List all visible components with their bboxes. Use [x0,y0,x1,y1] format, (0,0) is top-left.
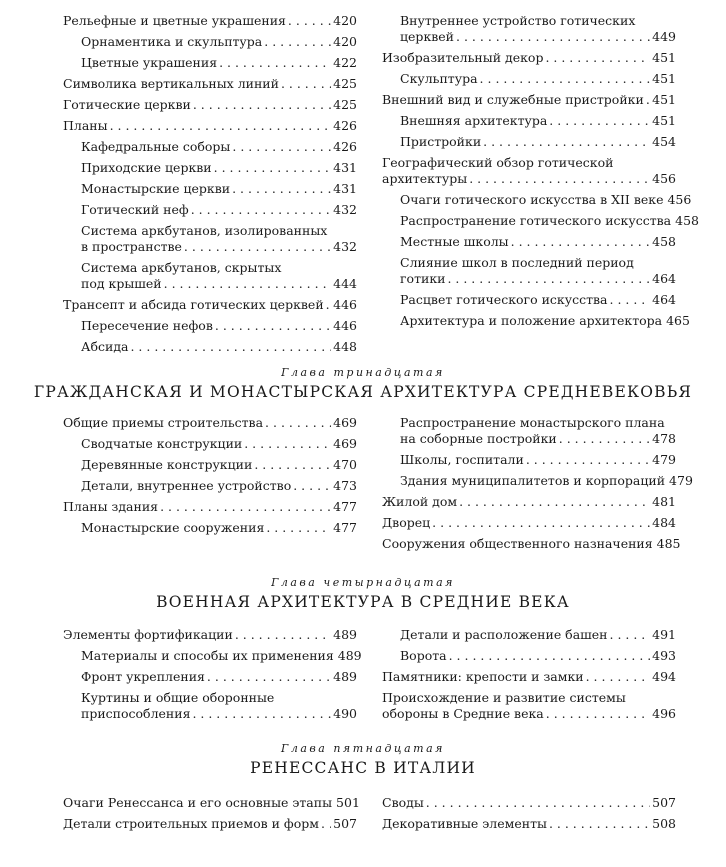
toc-entry [63,318,357,334]
toc-entry-title: Очаги Ренессанса и его основные этапы [63,795,333,810]
toc-entry-title: Планы [63,118,108,133]
toc-entry-page: 458 [652,234,676,249]
toc-entry-title: Жилой дом [382,494,458,509]
toc-entry-title: Монастырские церкви [81,181,231,196]
toc-entry-page: 451 [652,92,676,107]
toc-entry [382,795,676,811]
toc-entry-title: Общие приемы строительства [63,415,264,430]
dot-leader [207,669,331,685]
dot-leader [215,318,331,334]
toc-entry-page: 496 [652,706,676,721]
dot-leader [646,92,650,108]
dot-leader [110,118,332,134]
toc-entry [382,415,676,447]
dot-leader [232,181,331,197]
toc-entry [382,669,676,685]
toc-entry-title: Дворец [382,515,431,530]
chapter-label: Глава пятнадцатая [281,742,445,755]
dot-leader [483,134,650,150]
toc-entry [63,478,357,494]
toc-entry-title: Своды [382,795,424,810]
toc-entry [63,669,357,685]
toc-entry-title: Местные школы [400,234,509,249]
toc-entry-page: 478 [652,431,676,446]
toc-entry-title-line: Система аркбутанов, изолированных [81,223,328,238]
toc-entry [382,648,676,664]
dot-leader [456,29,650,45]
toc-entry-title-line: Куртины и общие оборонные [81,690,275,705]
dot-leader [586,669,651,685]
dot-leader [164,276,332,292]
toc-entry-title: Изобразительный декор [382,50,544,65]
toc-entry-page: 465 [666,313,690,328]
toc-entry [382,494,676,510]
toc-entry-page: 508 [652,816,676,831]
toc-entry [63,13,357,29]
toc-column-left [63,627,362,727]
toc-entry-page: 494 [652,669,676,684]
toc-entry-title: обороны в Средние века [382,706,544,721]
toc-entry-page: 451 [652,71,676,86]
toc-entry [63,223,357,255]
toc-entry-title: архитектуры [382,171,468,186]
toc-entry [63,118,357,134]
toc-entry-title: в пространстве [81,239,182,254]
toc-entry-page: 448 [333,339,357,354]
toc-entry-page: 484 [652,515,676,530]
toc-entry [382,155,676,187]
chapter-15-heading [0,742,726,777]
toc-entry-page: 491 [652,627,676,642]
dot-leader [130,339,331,355]
toc-entry [63,816,357,832]
toc-entry-title: Детали, внутреннее устройство [81,478,292,493]
dot-leader [526,452,650,468]
dot-leader [184,239,331,255]
dot-leader [480,71,651,87]
toc-entry-title-line: Система аркбутанов, скрытых [81,260,282,275]
dot-leader [545,50,650,66]
toc-entry-page: 446 [333,297,357,312]
toc-entry [63,415,357,431]
toc-entry-title: Планы здания [63,499,159,514]
toc-column-right [382,13,699,334]
toc-entry [382,627,676,643]
dot-leader [281,76,331,92]
toc-entry-title-line: Слияние школ в последний период [400,255,634,270]
chapter-label: Глава тринадцатая [281,366,445,379]
toc-entry-page: 469 [333,415,357,430]
toc-column-left [63,795,360,837]
toc-entry-title-line: Происхождение и развитие системы [382,690,626,705]
dot-leader [265,415,331,431]
toc-entry-page: 446 [333,318,357,333]
dot-leader [549,113,650,129]
chapter-13-heading [0,366,726,401]
toc-entry-title: Готический неф [81,202,189,217]
toc-entry-page: 473 [333,478,357,493]
toc-column-right [382,415,693,557]
toc-entry-page: 431 [333,160,357,175]
toc-entry-page: 425 [333,76,357,91]
toc-entry-title: Сводчатые конструкции [81,436,243,451]
toc-entry-page: 454 [652,134,676,149]
toc-entry-page: 489 [337,648,362,663]
dot-leader [244,436,331,452]
toc-entry-title: Трансепт и абсида готических церквей [63,297,324,312]
toc-entry-page: 444 [333,276,357,291]
dot-leader [511,234,651,250]
toc-entry-title: Деревянные конструкции [81,457,253,472]
toc-entry-page: 422 [333,55,357,70]
toc-entry [382,50,676,66]
toc-entry [63,55,357,71]
toc-entry [382,536,681,552]
toc-entry [63,339,357,355]
toc-entry-title: Сооружения общественного назначения [382,536,653,551]
chapter-title: ВОЕННАЯ АРХИТЕКТУРА В СРЕДНИЕ ВЕКА [156,593,570,611]
dot-leader [214,160,332,176]
dot-leader [219,55,331,71]
dot-leader [266,520,331,536]
dot-leader [232,139,331,155]
toc-entry-title: Детали и расположение башен [400,627,608,642]
chapter-14-heading [0,576,726,611]
toc-entry-title-line: Распространение монастырского плана [400,415,665,430]
toc-entry-title: Фронт укрепления [81,669,205,684]
toc-entry [63,181,357,197]
toc-entry-page: 456 [667,192,692,207]
toc-entry-title: Очаги готического искусства в XII веке [400,192,664,207]
toc-entry [382,452,676,468]
toc-entry [63,499,357,515]
toc-entry-title: Ворота [400,648,447,663]
toc-entry-page: 469 [333,436,357,451]
dot-leader [426,795,650,811]
toc-entry-page: 425 [333,97,357,112]
dot-leader [193,97,331,113]
toc-entry [382,292,676,308]
toc-entry-page: 477 [333,520,357,535]
toc-entry-title: Здания муниципалитетов и корпораций [400,473,666,488]
toc-column-right [382,795,676,837]
toc-entry-title: Символика вертикальных линий [63,76,279,91]
toc-entry-title: Скульптура [400,71,478,86]
toc-entry-title: на соборные постройки [400,431,557,446]
toc-entry [382,71,676,87]
toc-entry [382,192,692,208]
dot-leader [432,515,650,531]
toc-column-right [382,627,676,727]
toc-entry-title: Памятники: крепости и замки [382,669,584,684]
toc-entry-title-line: Внутреннее устройство готических [400,13,636,28]
toc-entry-page: 485 [656,536,681,551]
toc-entry-title: Монастырские сооружения [81,520,265,535]
toc-entry-title: Детали строительных приемов и форм [63,816,319,831]
toc-entry-page: 493 [652,648,676,663]
toc-entry [382,313,690,329]
toc-entry [63,260,357,292]
toc-entry [63,648,362,664]
toc-entry-title: Внешний вид и служебные пристройки [382,92,644,107]
toc-entry-title: Приходские церкви [81,160,212,175]
toc-entry-title: Цветные украшения [81,55,218,70]
dot-leader [447,271,650,287]
toc-entry [382,690,676,722]
dot-leader [469,171,650,187]
toc-entry-page: 420 [333,34,357,49]
toc-entry-title: Расцвет готического искусства [400,292,608,307]
toc-entry-page: 464 [652,292,676,307]
dot-leader [254,457,331,473]
toc-entry-title: Орнаментика и скульптура [81,34,263,49]
toc-entry-page: 489 [333,669,357,684]
toc-entry-page: 507 [333,816,357,831]
dot-leader [610,292,651,308]
toc-entry-page: 420 [333,13,357,28]
toc-entry [382,255,676,287]
toc-entry-title: Готические церкви [63,97,191,112]
toc-entry [63,457,357,473]
toc-entry-page: 490 [333,706,357,721]
toc-entry [63,690,357,722]
toc-entry [382,473,693,489]
toc-entry [63,160,357,176]
chapter-label: Глава четырнадцатая [271,576,455,589]
toc-entry-title: Пересечение нефов [81,318,213,333]
toc-entry-title: Абсида [81,339,129,354]
toc-entry [382,13,676,45]
toc-entry [382,515,676,531]
dot-leader [321,816,331,832]
toc-entry-page: 456 [652,171,676,186]
chapter-title: РЕНЕССАНС В ИТАЛИИ [250,759,476,777]
toc-entry-page: 464 [652,271,676,286]
dot-leader [192,706,331,722]
dot-leader [326,297,331,313]
dot-leader [293,478,331,494]
toc-entry-page: 451 [652,113,676,128]
dot-leader [449,648,651,664]
dot-leader [549,816,650,832]
dot-leader [459,494,650,510]
toc-entry-page: 426 [333,139,357,154]
dot-leader [160,499,331,515]
toc-entry-page: 458 [675,213,699,228]
toc-entry-page: 501 [336,795,360,810]
toc-entry [63,627,357,643]
toc-entry-title-line: Географический обзор готической [382,155,614,170]
toc-entry [63,97,357,113]
toc-entry [382,92,676,108]
toc-entry [382,113,676,129]
toc-entry [382,213,699,229]
toc-entry [63,202,357,218]
toc-entry-page: 451 [652,50,676,65]
dot-leader [288,13,331,29]
toc-entry-title: Архитектура и положение архитектора [400,313,663,328]
toc-column-left [63,415,357,541]
toc-entry-page: 426 [333,118,357,133]
toc-entry-title: Декоративные элементы [382,816,547,831]
toc-entry-page: 481 [652,494,676,509]
toc-entry-page: 432 [333,202,357,217]
toc-entry [63,520,357,536]
toc-entry-title: Пристройки [400,134,482,149]
toc-entry-page: 432 [333,239,357,254]
toc-entry-page: 470 [333,457,357,472]
dot-leader [610,627,651,643]
toc-entry [63,436,357,452]
toc-entry [63,34,357,50]
toc-entry [382,134,676,150]
toc-entry-title: Внешняя архитектура [400,113,548,128]
toc-entry-title: Школы, госпитали [400,452,524,467]
dot-leader [235,627,331,643]
toc-entry-page: 477 [333,499,357,514]
toc-entry-title: Кафедральные соборы [81,139,231,154]
toc-entry-title: Распространение готического искусства [400,213,672,228]
dot-leader [264,34,331,50]
toc-entry [63,139,357,155]
toc-entry [382,234,676,250]
toc-entry-page: 479 [652,452,676,467]
toc-entry [63,795,360,811]
toc-entry-page: 479 [669,473,693,488]
dot-leader [546,706,650,722]
toc-entry-page: 449 [652,29,676,44]
toc-entry-title: под крышей [81,276,162,291]
toc-entry-title: церквей [400,29,455,44]
toc-column-left [63,13,357,360]
toc-entry [63,297,357,313]
toc-entry-page: 507 [652,795,676,810]
toc-entry-page: 431 [333,181,357,196]
toc-entry [63,76,357,92]
toc-entry-title: Элементы фортификации [63,627,233,642]
toc-entry-title: Рельефные и цветные украшения [63,13,286,28]
chapter-title: ГРАЖДАНСКАЯ И МОНАСТЫРСКАЯ АРХИТЕКТУРА СРЕДНЕВЕКОВЬЯ [33,383,693,401]
dot-leader [559,431,650,447]
toc-entry-title: готики [400,271,446,286]
toc-entry [382,816,676,832]
dot-leader [191,202,331,218]
toc-entry-title: приспособления [81,706,191,721]
toc-entry-title: Материалы и способы их применения [81,648,334,663]
toc-entry-page: 489 [333,627,357,642]
